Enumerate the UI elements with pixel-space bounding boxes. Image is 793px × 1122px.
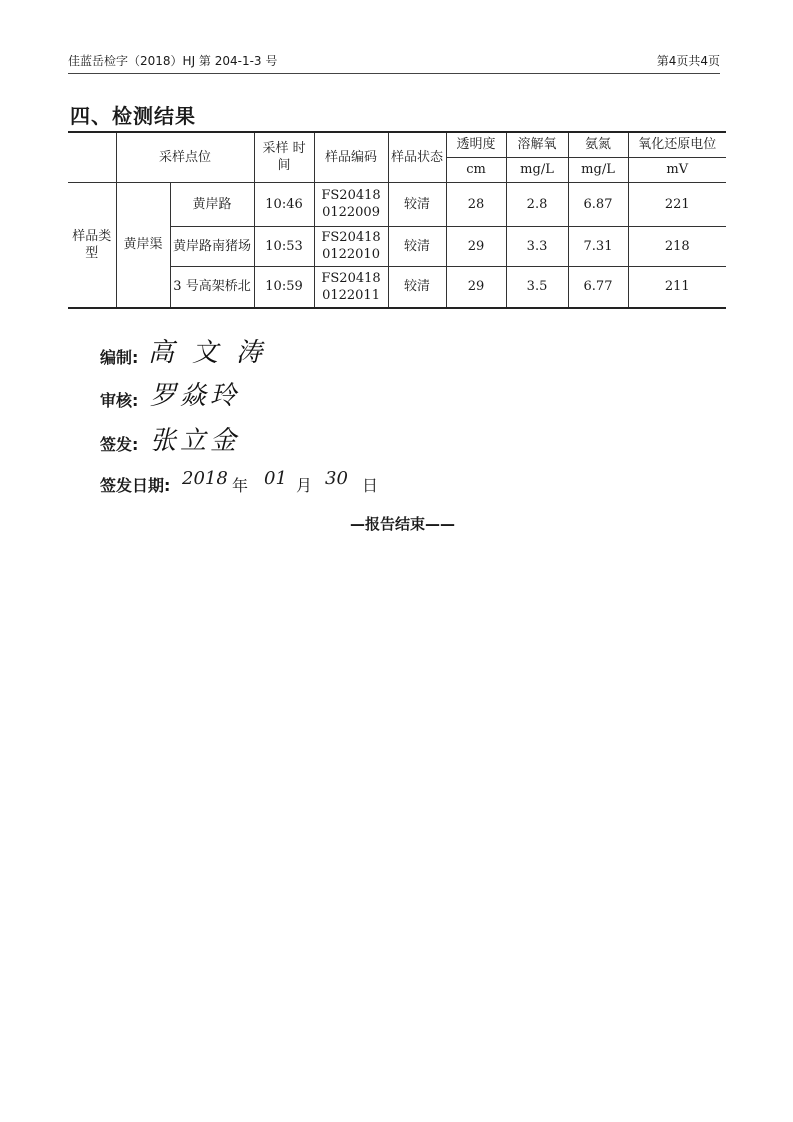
reviewed-signature: 罗焱玲	[150, 381, 241, 411]
header-orp: 氧化还原电位	[628, 132, 726, 157]
row1-code: FS20418 0122009	[314, 182, 388, 226]
row2-transparency: 29	[446, 226, 506, 266]
header-location: 采样点位	[116, 132, 254, 182]
row3-do: 3.5	[506, 266, 568, 308]
unit-do: mg/L	[506, 157, 568, 182]
row3-point: 3 号高架桥北	[170, 266, 254, 308]
row2-point: 黄岸路南猪场	[170, 226, 254, 266]
row3-state: 较清	[388, 266, 446, 308]
results-table	[68, 131, 726, 309]
date-year-unit: 年	[232, 476, 249, 495]
row3-orp: 211	[628, 266, 726, 308]
compiled-label: 编制:	[100, 348, 139, 367]
date-month-unit: 月	[296, 476, 313, 495]
channel-cell: 黄岸渠	[116, 182, 170, 308]
page-header	[68, 52, 720, 74]
row1-state: 较清	[388, 182, 446, 226]
row3-transparency: 29	[446, 266, 506, 308]
row1-do: 2.8	[506, 182, 568, 226]
unit-transparency: cm	[446, 157, 506, 182]
header-transparency: 透明度	[446, 132, 506, 157]
date-day: 30	[325, 468, 348, 489]
report-end: —报告结束——	[350, 515, 456, 533]
date-day-unit: 日	[362, 476, 379, 495]
reviewed-label: 审核:	[100, 391, 139, 410]
section-title: 四、检测结果	[70, 104, 196, 128]
row1-ammonia: 6.87	[568, 182, 628, 226]
unit-ammonia: mg/L	[568, 157, 628, 182]
row3-ammonia: 6.77	[568, 266, 628, 308]
row3-time: 10:59	[254, 266, 314, 308]
reviewed-row	[100, 388, 138, 411]
header-do: 溶解氧	[506, 132, 568, 157]
row2-orp: 218	[628, 226, 726, 266]
header-state: 样品状态	[388, 132, 446, 182]
issued-row	[100, 432, 138, 455]
row2-do: 3.3	[506, 226, 568, 266]
row2-code: FS20418 0122010	[314, 226, 388, 266]
row2-ammonia: 7.31	[568, 226, 628, 266]
header-code: 样品编码	[314, 132, 388, 182]
row1-point: 黄岸路	[170, 182, 254, 226]
compiled-row	[100, 345, 138, 368]
row1-orp: 221	[628, 182, 726, 226]
page-info: 第4页共4页	[656, 54, 720, 68]
date-year: 2018	[182, 468, 228, 489]
header-ammonia: 氨氮	[568, 132, 628, 157]
compiled-signature: 高文涛	[148, 338, 281, 368]
header-sample-type	[68, 132, 116, 182]
date-label: 签发日期:	[100, 476, 171, 495]
issued-label: 签发:	[100, 435, 139, 454]
row1-time: 10:46	[254, 182, 314, 226]
date-row	[100, 473, 170, 496]
row1-transparency: 28	[446, 182, 506, 226]
unit-orp: mV	[628, 157, 726, 182]
header-time: 采样 时间	[254, 132, 314, 182]
row2-state: 较清	[388, 226, 446, 266]
doc-number: 佳蓝岳检字（2018）HJ 第 204-1-3 号	[68, 54, 278, 68]
row3-code: FS20418 0122011	[314, 266, 388, 308]
row2-time: 10:53	[254, 226, 314, 266]
issued-signature: 张立金	[150, 426, 241, 456]
date-month: 01	[264, 468, 287, 489]
sample-type-cell: 样品类型	[68, 182, 116, 308]
